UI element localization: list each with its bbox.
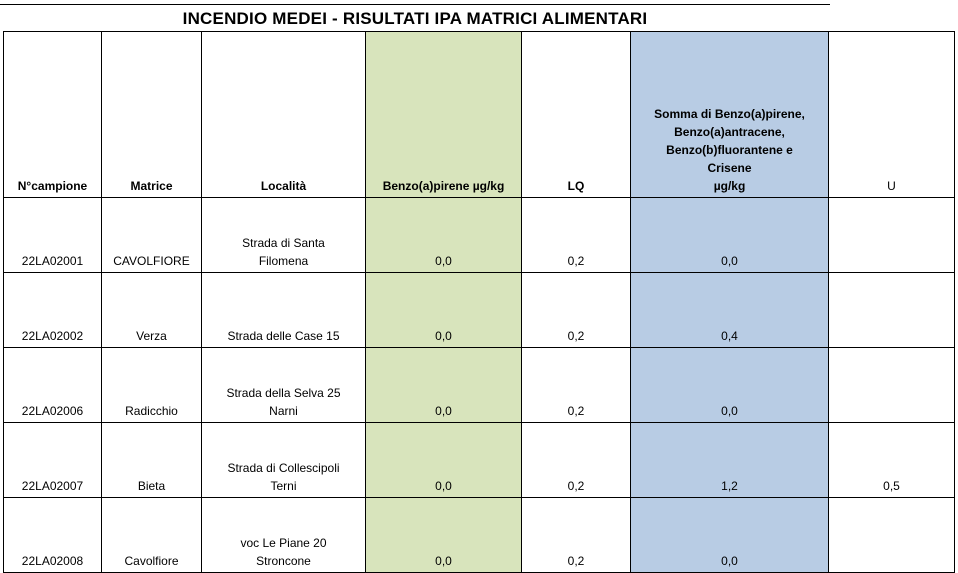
header-somma-line4: Crisene (707, 161, 752, 175)
cell-u (829, 498, 955, 573)
cell-campione: 22LA02006 (4, 348, 102, 423)
cell-localita-line1: Strada di Santa (242, 236, 325, 250)
cell-benzo: 0,0 (366, 273, 522, 348)
cell-campione: 22LA02007 (4, 423, 102, 498)
header-u: U (829, 32, 955, 198)
cell-lq: 0,2 (522, 273, 631, 348)
cell-benzo: 0,0 (366, 498, 522, 573)
cell-localita-line1: Strada della Selva 25 (226, 386, 341, 400)
results-table (3, 31, 955, 573)
cell-localita (202, 273, 366, 348)
cell-benzo: 0,0 (366, 348, 522, 423)
cell-matrice: Radicchio (102, 348, 202, 423)
header-somma-line3: Benzo(b)fluorantene e (666, 143, 793, 157)
cell-u (829, 273, 955, 348)
cell-somma: 0,4 (631, 273, 829, 348)
cell-campione: 22LA02008 (4, 498, 102, 573)
cell-localita (202, 348, 366, 423)
cell-matrice: Verza (102, 273, 202, 348)
header-somma (631, 32, 829, 198)
cell-localita-line2: Narni (269, 404, 298, 418)
cell-localita-line1: Strada di Collescipoli (227, 461, 340, 475)
cell-u: 0,5 (829, 423, 955, 498)
header-lq: LQ (522, 32, 631, 198)
cell-campione: 22LA02002 (4, 273, 102, 348)
table-row (4, 273, 955, 348)
cell-somma: 0,0 (631, 348, 829, 423)
cell-localita (202, 498, 366, 573)
cell-u (829, 198, 955, 273)
cell-localita (202, 423, 366, 498)
cell-matrice: CAVOLFIORE (102, 198, 202, 273)
cell-lq: 0,2 (522, 348, 631, 423)
cell-somma: 0,0 (631, 498, 829, 573)
table-row (4, 498, 955, 573)
table-row (4, 423, 955, 498)
cell-lq: 0,2 (522, 423, 631, 498)
cell-localita-line2: Stroncone (256, 554, 311, 568)
cell-benzo: 0,0 (366, 423, 522, 498)
header-benzo: Benzo(a)pirene µg/kg (366, 32, 522, 198)
header-localita: Località (202, 32, 366, 198)
table-title: INCENDIO MEDEI - RISULTATI IPA MATRICI ALIMENTARI (0, 4, 830, 32)
header-somma-line1: Somma di Benzo(a)pirene, (654, 107, 805, 121)
cell-matrice: Bieta (102, 423, 202, 498)
header-row (4, 32, 955, 198)
cell-u (829, 348, 955, 423)
header-matrice: Matrice (102, 32, 202, 198)
cell-localita-line1: voc Le Piane 20 (240, 536, 327, 550)
cell-lq: 0,2 (522, 498, 631, 573)
cell-benzo: 0,0 (366, 198, 522, 273)
cell-localita (202, 198, 366, 273)
cell-somma: 0,0 (631, 198, 829, 273)
cell-somma: 1,2 (631, 423, 829, 498)
cell-lq: 0,2 (522, 198, 631, 273)
cell-localita-line2: Strada delle Case 15 (227, 329, 340, 343)
cell-matrice: Cavolfiore (102, 498, 202, 573)
cell-localita-line2: Filomena (258, 254, 309, 268)
header-campione: N°campione (4, 32, 102, 198)
header-somma-line2: Benzo(a)antracene, (674, 125, 785, 139)
cell-campione: 22LA02001 (4, 198, 102, 273)
header-somma-unit: µg/kg (713, 179, 746, 193)
table-row (4, 198, 955, 273)
cell-localita-line2: Terni (270, 479, 297, 493)
table-row (4, 348, 955, 423)
